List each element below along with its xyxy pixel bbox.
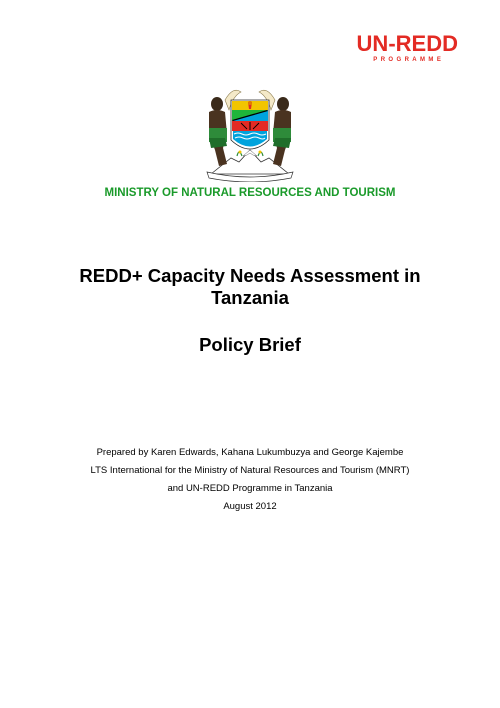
credits-programme: and UN-REDD Programme in Tanzania: [167, 483, 333, 494]
logo-main-text: UN-REDD: [356, 31, 458, 56]
logo-sub-text: PROGRAMME: [373, 57, 445, 63]
title-line-2: Tanzania: [211, 287, 289, 308]
credits-date: August 2012: [223, 501, 277, 512]
credits-authors: Prepared by Karen Edwards, Kahana Lukumbuzya and George Kajembe: [96, 447, 404, 458]
document-title: [0, 265, 500, 309]
credits-block: [0, 444, 500, 516]
document-subtitle: Policy Brief: [199, 334, 301, 355]
ministry-name: MINISTRY OF NATURAL RESOURCES AND TOURISM: [104, 187, 396, 199]
credits-organization: LTS International for the Ministry of Natural Resources and Tourism (MNRT): [90, 465, 410, 476]
title-line-1: REDD+ Capacity Needs Assessment in: [79, 265, 421, 286]
tanzania-coat-of-arms-icon: [197, 82, 303, 182]
un-redd-logo: [357, 32, 458, 63]
